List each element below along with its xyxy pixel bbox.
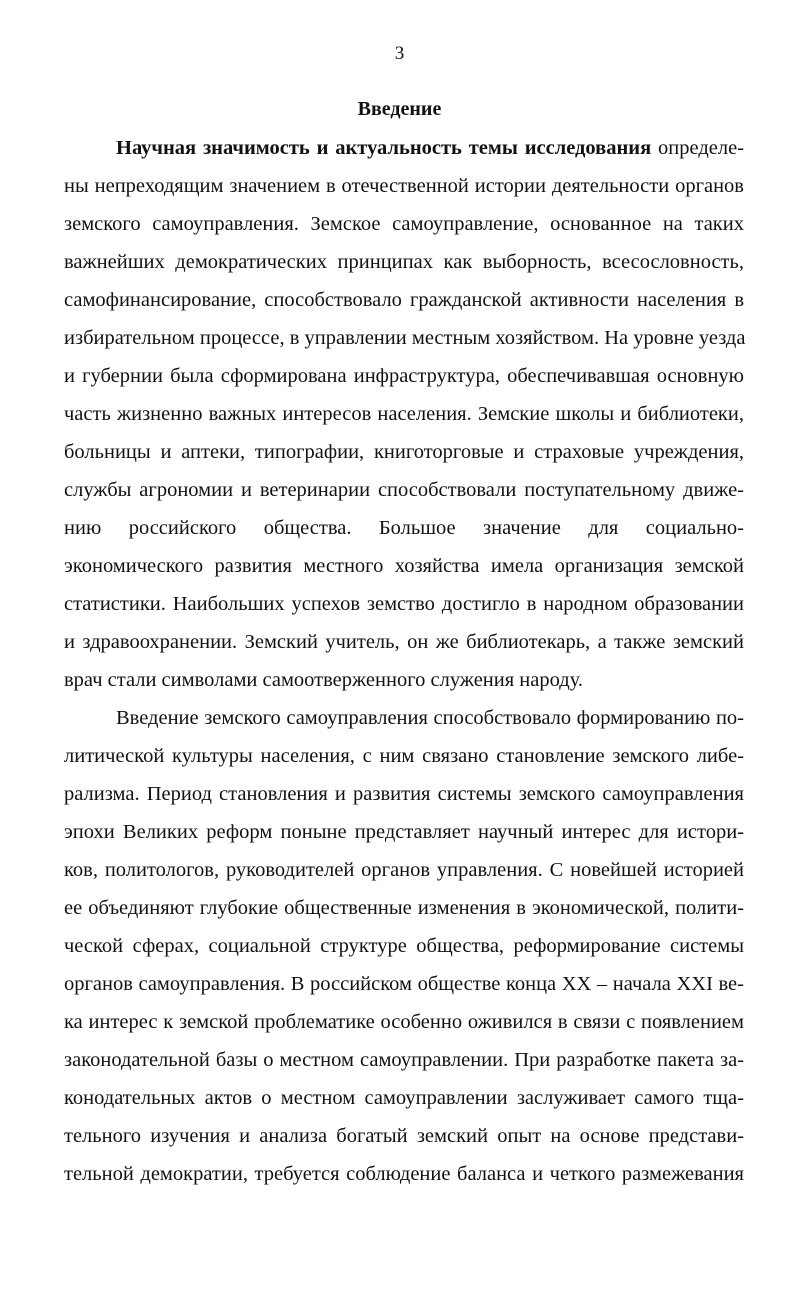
paragraph-1-line: экономического развития местного хозяйства имела организация земской: [64, 555, 744, 577]
paragraph-2-line: ческой сферах, социальной структуре общества, реформирование системы: [64, 935, 744, 957]
paragraph-2-line: тельного изучения и анализа богатый земский опыт на основе представи-: [64, 1125, 744, 1147]
paragraph-2-line-1: Введение земского самоуправления способствовало формированию по-: [116, 707, 744, 729]
paragraph-2-line: ка интерес к земской проблематике особенно оживился в связи с появлением: [64, 1011, 744, 1033]
paragraph-1-line: службы агрономии и ветеринарии способствовали поступательному движе-: [64, 479, 744, 501]
paragraph-2-line: рализма. Период становления и развития системы земского самоуправления: [64, 783, 744, 805]
paragraph-1-line: избирательном процессе, в управлении местным хозяйством. На уровне уезда: [64, 327, 746, 349]
paragraph-2-line: эпохи Великих реформ поныне представляет научный интерес для истори-: [64, 821, 744, 843]
paragraph-2-line: законодательной базы о местном самоуправлении. При разработке пакета за-: [64, 1049, 744, 1071]
paragraph-2-line: ков, политологов, руководителей органов управления. С новейшей историей: [64, 859, 744, 881]
paragraph-1-line: самофинансирование, способствовало гражданской активности населения в: [64, 289, 744, 311]
page-number: 3: [394, 43, 405, 64]
paragraph-1-line: больницы и аптеки, типографии, книготорговые и страховые учреждения,: [64, 441, 744, 463]
paragraph-2-line: органов самоуправления. В российском обществе конца XX – начала XXI ве-: [64, 973, 744, 995]
paragraph-1-line-1: [116, 133, 744, 163]
section-heading: Введение: [357, 98, 442, 120]
paragraph-1-line: часть жизненно важных интересов населения. Земские школы и библиотеки,: [64, 403, 744, 425]
paragraph-1-line: статистики. Наибольших успехов земство достигло в народном образовании: [64, 593, 744, 615]
lead-phrase-rest: определе-: [651, 137, 744, 159]
paragraph-1-line: ны непреходящим значением в отечественной истории деятельности органов: [64, 175, 744, 197]
paragraph-1-line: земского самоуправления. Земское самоуправление, основанное на таких: [64, 213, 744, 235]
paragraph-1-line: и губернии была сформирована инфраструктура, обеспечивавшая основную: [64, 365, 744, 387]
paragraph-1-line-last: врач стали символами самоотверженного служения народу.: [64, 669, 584, 691]
paragraph-2-line: конодательных актов о местном самоуправлении заслуживает самого тща-: [64, 1087, 744, 1109]
paragraph-1-line: нию российского общества. Большое значение для социально-: [64, 517, 744, 539]
paragraph-2-line: литической культуры населения, с ним связано становление земского либе-: [64, 745, 744, 767]
lead-phrase-bold: Научная значимость и актуальность темы исследования: [116, 137, 652, 159]
paragraph-1-line: важнейших демократических принципах как выборность, всесословность,: [64, 251, 744, 273]
paragraph-1-line: и здравоохранении. Земский учитель, он же библиотекарь, а также земский: [64, 631, 744, 653]
paragraph-2-line: тельной демократии, требуется соблюдение баланса и четкого размежевания: [64, 1163, 744, 1185]
paragraph-2-line: ее объединяют глубокие общественные изменения в экономической, полити-: [64, 897, 744, 919]
